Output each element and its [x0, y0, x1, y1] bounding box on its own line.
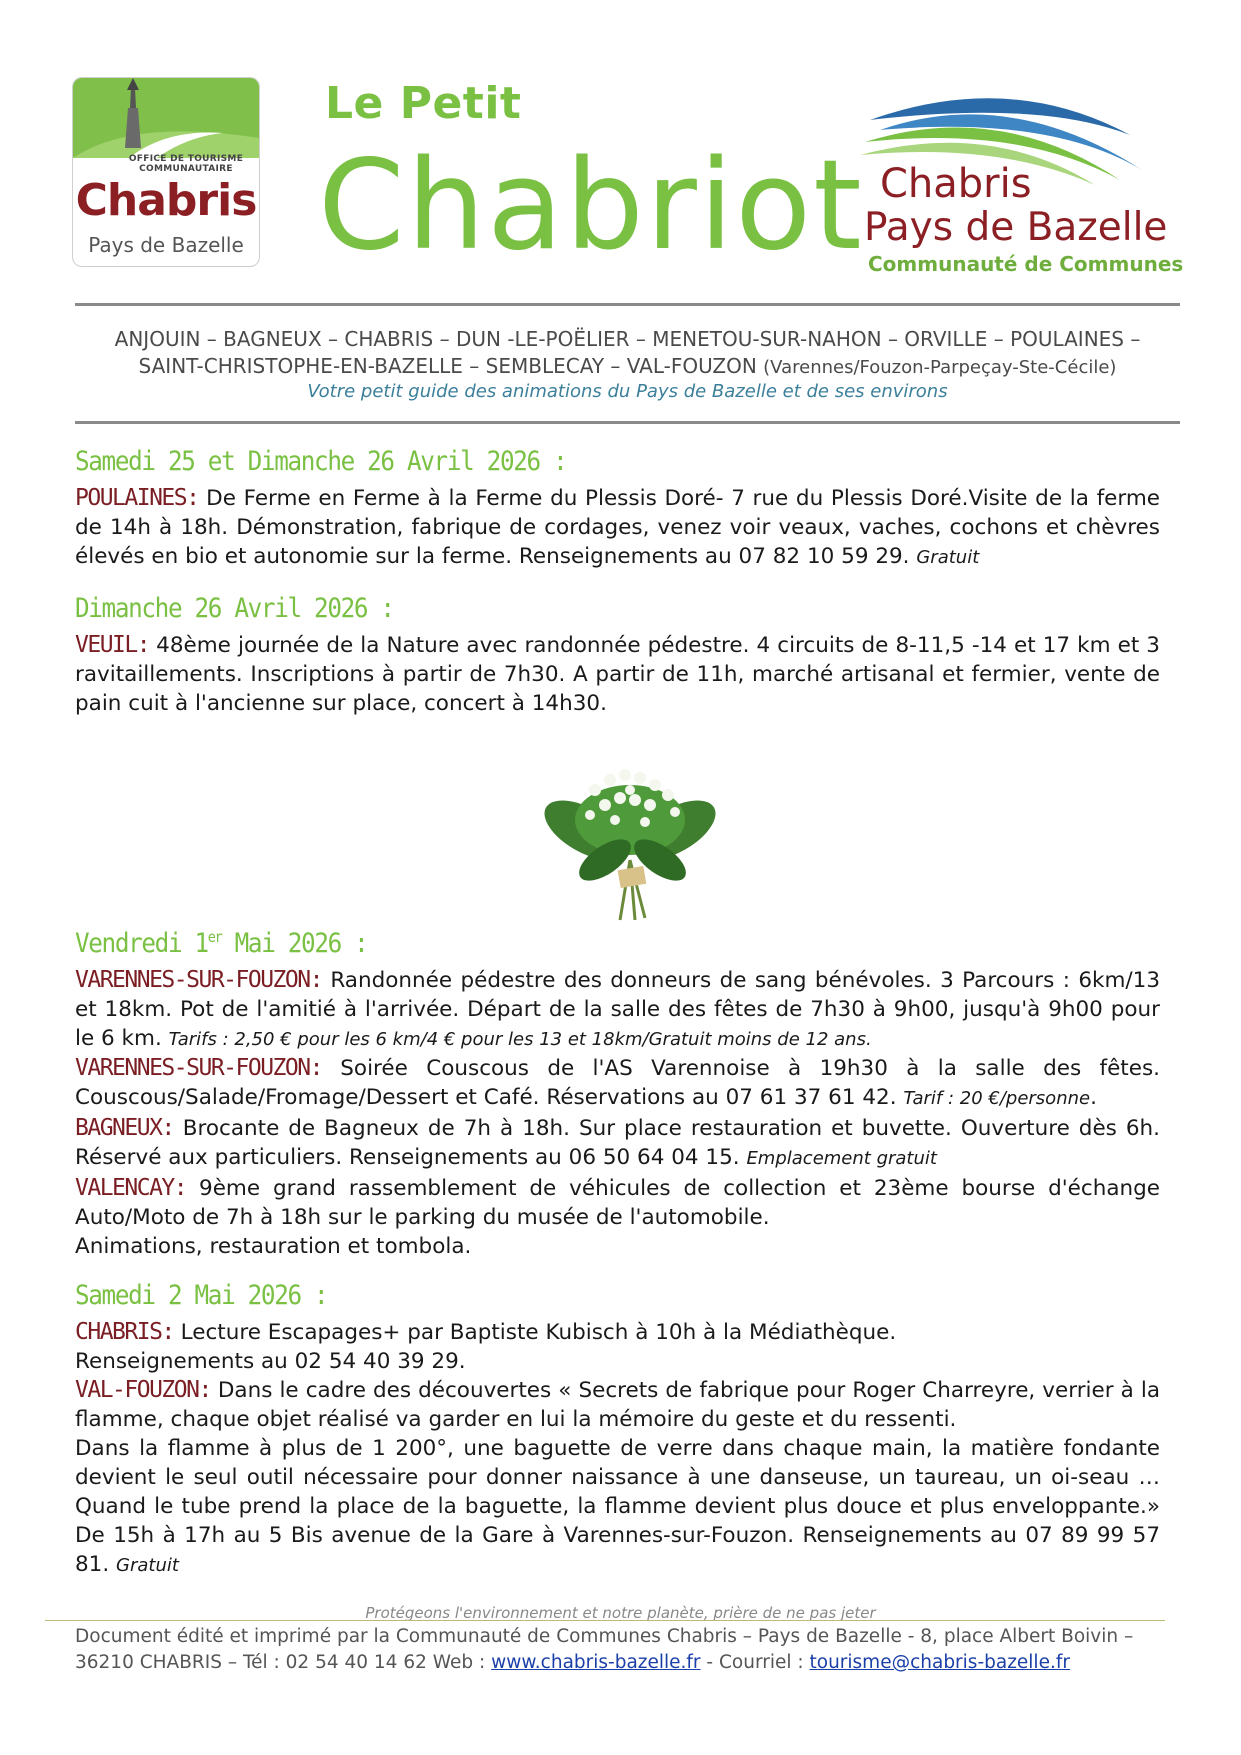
event-text: Dans le cadre des découvertes « Secrets de fabrique pour Roger Charreyre, verrier à la flamme, chaque objet réalisé va garder en lui la mémoire du geste et du ressenti.	[75, 1378, 1160, 1432]
event-chabris	[75, 1318, 1160, 1376]
email-link[interactable]: tourisme@chabris-bazelle.fr	[809, 1652, 1070, 1673]
event-bagneux	[75, 1114, 1160, 1173]
event-varennes-randonnee	[75, 966, 1160, 1054]
tagline: Votre petit guide des animations du Pays de Bazelle et de ses environs	[307, 381, 948, 402]
event-varennes-couscous	[75, 1054, 1160, 1113]
date-heading-1: Samedi 25 et Dimanche 26 Avril 2026 :	[75, 446, 567, 477]
event-town: POULAINES:	[75, 485, 199, 511]
event-text: Soirée Couscous de l'AS Varennoise à 19h30 à la salle des fêtes. Couscous/Salade/Fromage/Dessert et Café. Réservations au 07 61 37 61 42.	[75, 1056, 1160, 1110]
event-note: Gratuit	[916, 547, 980, 568]
logo-right-line2: Pays de Bazelle	[864, 205, 1168, 250]
footer-divider	[45, 1620, 1165, 1621]
towns-line-2	[75, 354, 1180, 378]
event-veuil	[75, 631, 1160, 718]
office-tourisme-logo	[72, 77, 260, 267]
event-text-end: .	[1090, 1085, 1097, 1110]
footer-line-2	[75, 1652, 1175, 1673]
date-heading-3-sup: er	[207, 928, 222, 946]
footer-line-1: Document édité et imprimé par la Communauté de Communes Chabris – Pays de Bazelle - 8, place Albert Boivin –	[75, 1626, 1134, 1647]
header-divider-bottom	[75, 421, 1180, 424]
event-town: BAGNEUX:	[75, 1115, 174, 1141]
logo-office-text: OFFICE DE TOURISME COMMUNAUTAIRE	[128, 154, 244, 174]
logo-brand-text: Chabris	[75, 175, 257, 226]
logo-right-line3: Communauté de Communes	[868, 252, 1184, 276]
footer-contact: 36210 CHABRIS – Tél : 02 54 40 14 62 Web :	[75, 1652, 492, 1673]
event-town: VEUIL:	[75, 632, 150, 658]
event-note: Emplacement gratuit	[746, 1148, 937, 1169]
lily-of-the-valley-image	[535, 750, 725, 925]
event-text: De Ferme en Ferme à la Ferme du Plessis Doré- 7 rue du Plessis Doré.Visite de la ferme de 14h à 18h. Démonstration, fabrique de cordages, venez voir veaux, vaches, cochons et chèvres élevés en bio et autonomie sur la ferme. Renseignements au 07 82 10 59 29.	[75, 486, 1160, 569]
date-heading-3-end: Mai 2026 :	[221, 928, 368, 959]
event-town: VAL-FOUZON:	[75, 1377, 211, 1403]
event-valencay	[75, 1174, 1160, 1261]
date-heading-3-main: Vendredi 1	[75, 928, 208, 959]
event-town: VALENCAY:	[75, 1175, 187, 1201]
towns-line-2-main: SAINT-CHRISTOPHE-EN-BAZELLE – SEMBLECAY – VAL-FOUZON	[138, 354, 764, 378]
title-small: Le Petit	[325, 78, 522, 129]
event-note: Gratuit	[116, 1555, 179, 1576]
event-val-fouzon	[75, 1376, 1160, 1580]
event-poulaines	[75, 484, 1160, 572]
event-text: Lecture Escapages+ par Baptiste Kubisch à 10h à la Médiathèque.	[173, 1320, 897, 1345]
date-heading-4: Samedi 2 Mai 2026 :	[75, 1280, 328, 1311]
event-text: 48ème journée de la Nature avec randonnée pédestre. 4 circuits de 8-11,5 -14 et 17 km et 3 ravitaillements. Inscriptions à partir de 7h30. A partir de 11h, marché artisanal et fermier, vente de pain cuit à l'ancienne sur place, concert à 14h30.	[75, 633, 1160, 716]
towns-line-1: ANJOUIN – BAGNEUX – CHABRIS – DUN -LE-POËLIER – MENETOU-SUR-NAHON – ORVILLE – POULAINES –	[114, 327, 1141, 351]
header-divider-top	[75, 303, 1180, 306]
footer-protect-note: Protégeons l'environnement et notre planète, prière de ne pas jeter	[365, 1604, 876, 1622]
logo-right-line1: Chabris	[880, 161, 1032, 207]
event-text-2: Renseignements au 02 54 40 39 29.	[75, 1349, 466, 1374]
communaute-logo	[860, 80, 1184, 280]
towns-line-2-small: (Varennes/Fouzon-Parpeçay-Ste-Cécile)	[763, 357, 1117, 378]
event-text-2: Animations, restauration et tombola.	[75, 1234, 472, 1259]
footer-email-label: - Courriel :	[700, 1652, 810, 1673]
date-heading-3	[75, 928, 367, 959]
logo-sub-text: Pays de Bazelle	[88, 233, 244, 257]
event-text-2: Dans la flamme à plus de 1 200°, une baguette de verre dans chaque main, la matière fondante devient le seul outil nécessaire pour donner naissance à une danseuse, un taureau, un oi-seau …Quand le tube prend la place de la baguette, la flamme devient plus douce et plus enveloppante.» De 15h à 17h au 5 Bis avenue de la Gare à Varennes-sur-Fouzon. Renseignements au 07 89 99 57 81.	[75, 1436, 1160, 1577]
event-town: VARENNES-SUR-FOUZON:	[75, 967, 322, 993]
event-note: Tarifs : 2,50 € pour les 6 km/4 € pour les 13 et 18km/Gratuit moins de 12 ans.	[168, 1029, 872, 1050]
event-text: Brocante de Bagneux de 7h à 18h. Sur place restauration et buvette. Ouverture dès 6h. Réservé aux particuliers. Renseignements au 06 50 64 04 15.	[75, 1116, 1160, 1170]
page-title: Chabriot	[318, 134, 864, 278]
event-town: CHABRIS:	[75, 1319, 174, 1345]
event-note: Tarif : 20 €/personne	[903, 1088, 1091, 1109]
date-heading-2: Dimanche 26 Avril 2026 :	[75, 593, 394, 624]
event-text: 9ème grand rassemblement de véhicules de collection et 23ème bourse d'échange Auto/Moto de 7h à 18h sur le parking du musée de l'automobile.	[75, 1176, 1160, 1230]
event-town: VARENNES-SUR-FOUZON:	[75, 1055, 322, 1081]
event-text: Randonnée pédestre des donneurs de sang bénévoles. 3 Parcours : 6km/13 et 18km. Pot de l'amitié à l'arrivée. Départ de la salle des fêtes de 7h30 à 9h00, jusqu'à 9h00 pour le 6 km.	[75, 968, 1160, 1051]
website-link[interactable]: www.chabris-bazelle.fr	[491, 1652, 701, 1673]
